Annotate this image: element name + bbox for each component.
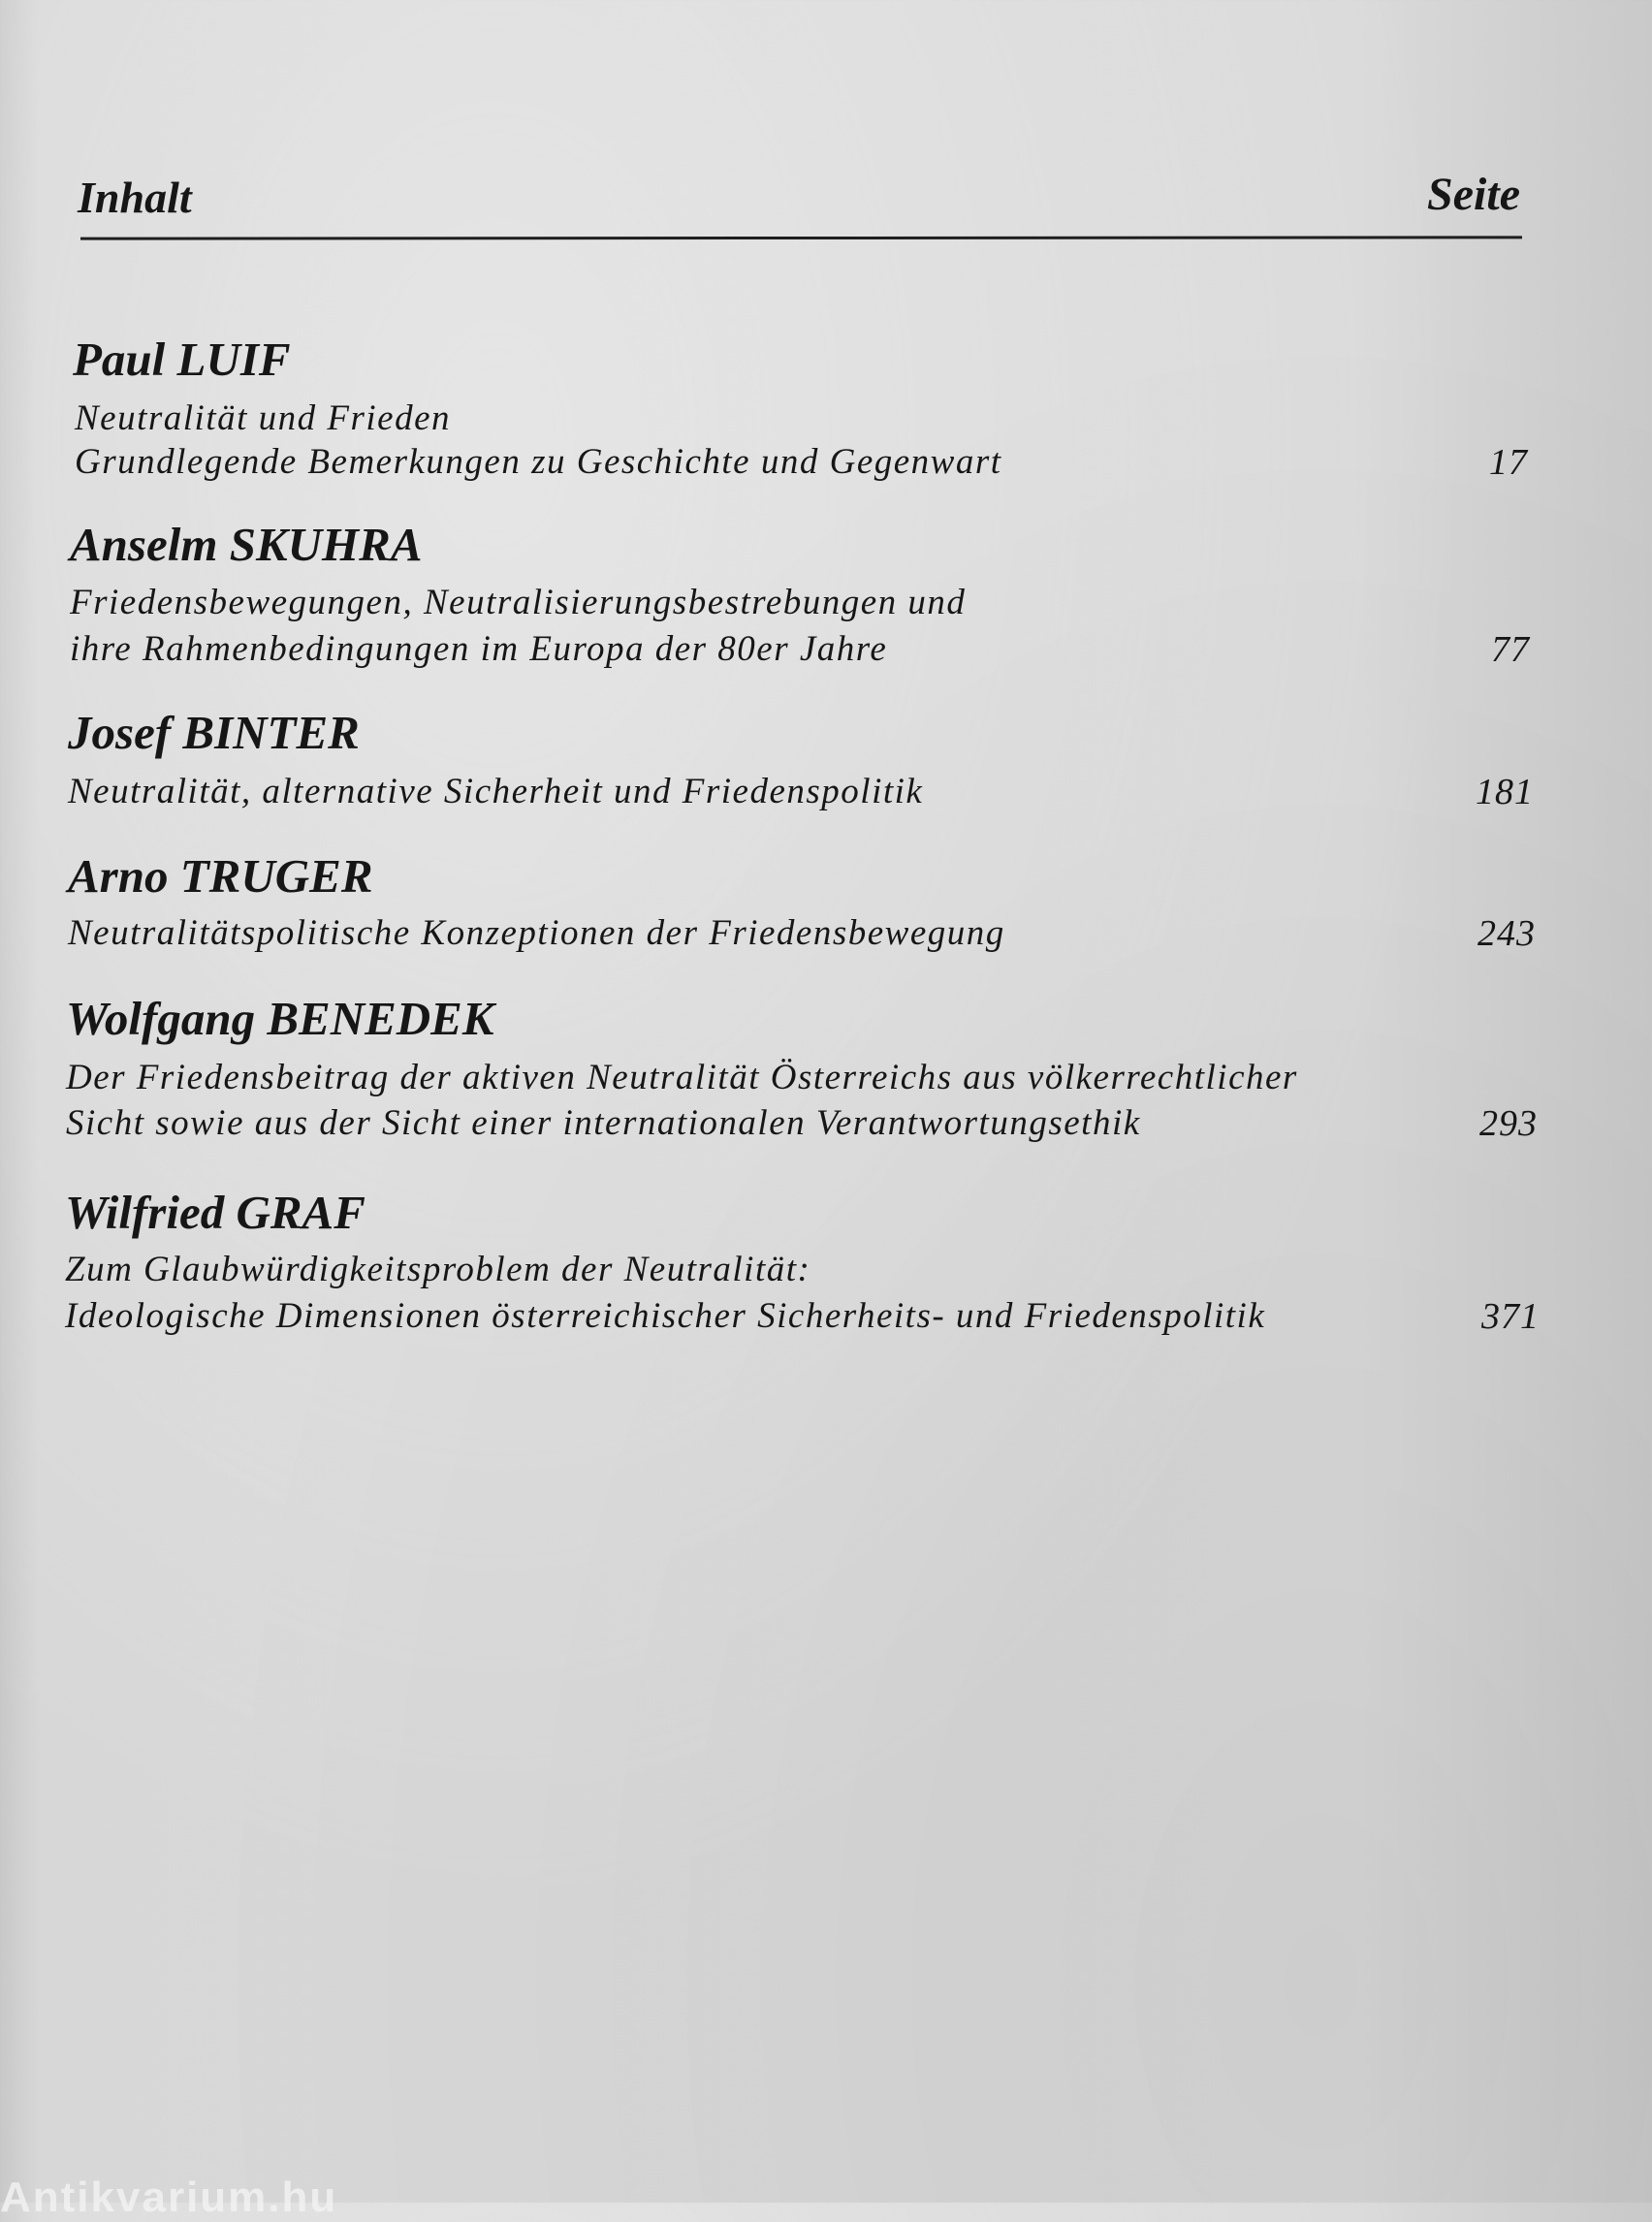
entry-page-number: 293 — [1479, 1103, 1538, 1144]
entry-page-number: 77 — [1491, 629, 1530, 670]
toc-header — [78, 169, 1522, 233]
entry-author: Paul LUIF — [73, 333, 291, 386]
entry-title-line: Neutralität, alternative Sicherheit und Friedenspolitik — [68, 772, 924, 811]
entry-title-line: Friedensbewegungen, Neutralisierungsbestrebungen und — [70, 583, 967, 622]
entry-title-line: Grundlegende Bemerkungen zu Geschichte und Gegenwart — [75, 442, 1002, 482]
entry-author: Wilfried GRAF — [65, 1186, 365, 1239]
entry-author: Arno TRUGER — [68, 849, 373, 903]
entry-title-line: Ideologische Dimensionen österreichischer Sicherheits- und Friedenspolitik — [65, 1296, 1266, 1336]
entry-author: Wolfgang BENEDEK — [66, 992, 494, 1045]
entry-page-number: 17 — [1489, 442, 1528, 483]
entry-page-number: 371 — [1481, 1296, 1540, 1337]
toc-title: Inhalt — [78, 173, 192, 222]
entry-author: Josef BINTER — [68, 706, 360, 759]
watermark-text: Antikvarium.hu — [0, 2174, 338, 2221]
entry-page-number: 181 — [1476, 772, 1534, 812]
entry-title-line: Neutralität und Frieden — [75, 398, 452, 438]
entry-page-number: 243 — [1477, 913, 1536, 954]
entry-author: Anselm SKUHRA — [70, 518, 423, 571]
entry-title-line: Der Friedensbeitrag der aktiven Neutralität Österreichs aus völkerrechtlicher — [66, 1058, 1298, 1097]
header-rule — [80, 236, 1522, 239]
page-column-label: Seite — [1427, 169, 1520, 220]
entry-title-line: Neutralitätspolitische Konzeptionen der Friedensbewegung — [68, 913, 1005, 953]
entry-title-line: ihre Rahmenbedingungen im Europa der 80er Jahre — [70, 629, 888, 669]
entry-title-line: Sicht sowie aus der Sicht einer internationalen Verantwortungsethik — [66, 1103, 1141, 1143]
entry-title-line: Zum Glaubwürdigkeitsproblem der Neutralität: — [65, 1250, 811, 1289]
